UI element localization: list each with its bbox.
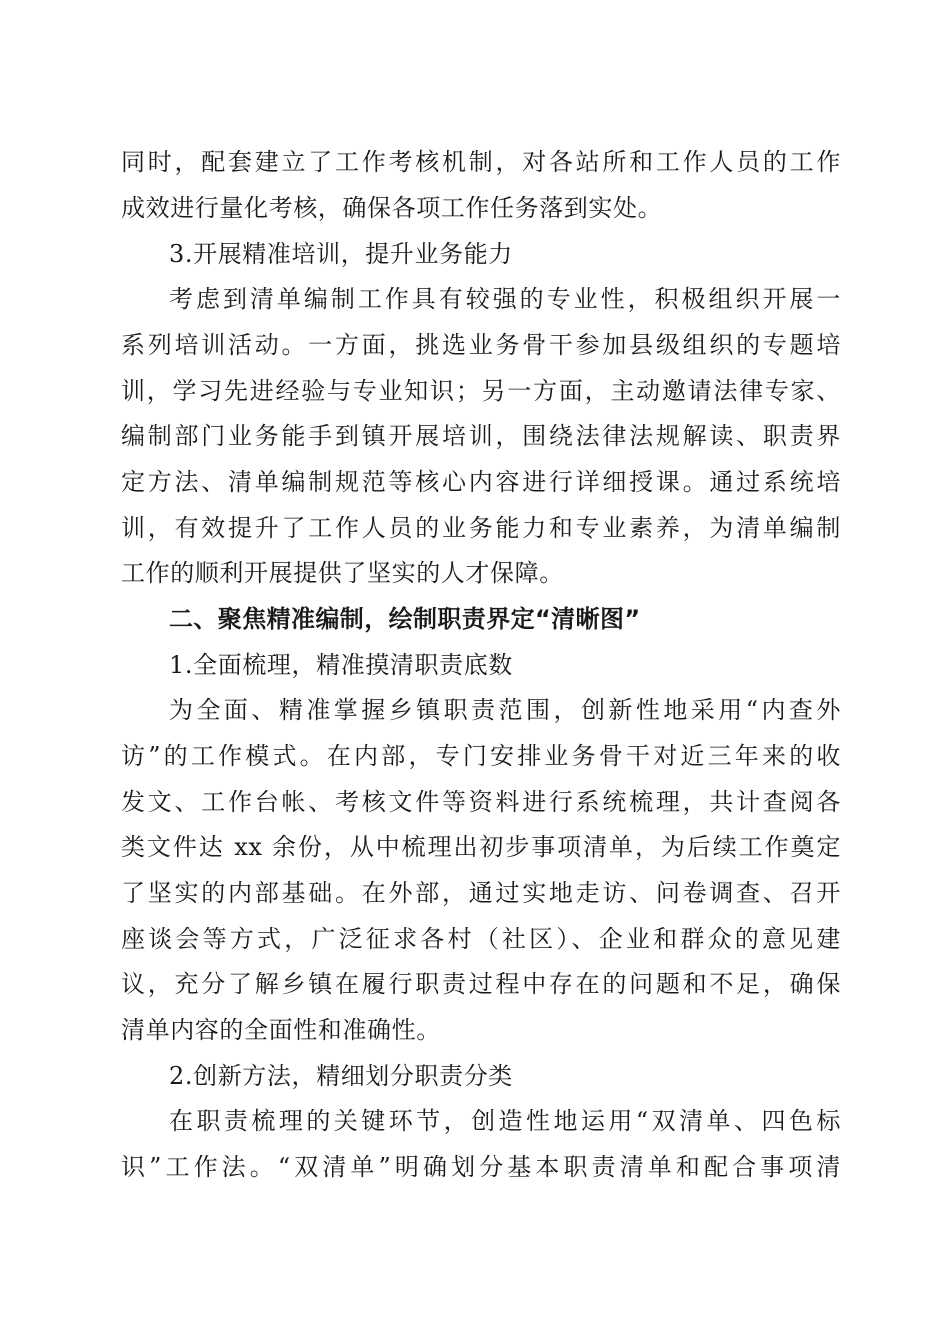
body-line: 在职责梳理的关键环节，创造性地运用“双清单、四色标 <box>169 1107 841 1135</box>
body-line: 座谈会等方式，广泛征求各村（社区）、企业和群众的意见建 <box>121 925 841 953</box>
section-heading: 二、聚焦精准编制，绘制职责界定“清晰图” <box>169 605 641 633</box>
body-line: 系列培训活动。一方面，挑选业务骨干参加县级组织的专题培 <box>121 331 841 359</box>
body-line: 成效进行量化考核，确保各项工作任务落到实处。 <box>121 194 663 222</box>
body-line: 同时，配套建立了工作考核机制，对各站所和工作人员的工作 <box>121 148 841 176</box>
body-line: 为全面、精准掌握乡镇职责范围，创新性地采用“内查外 <box>169 696 841 724</box>
subsection-heading: 3.开展精准培训，提升业务能力 <box>169 240 513 268</box>
body-line: 训，有效提升了工作人员的业务能力和专业素养，为清单编制 <box>121 514 841 542</box>
body-line: 识”工作法。“双清单”明确划分基本职责清单和配合事项清 <box>121 1153 841 1181</box>
body-line: 清单内容的全面性和准确性。 <box>121 1016 441 1044</box>
body-line: 定方法、清单编制规范等核心内容进行详细授课。通过系统培 <box>121 468 841 496</box>
body-line: 考虑到清单编制工作具有较强的专业性，积极组织开展一 <box>169 285 841 313</box>
body-line: 访”的工作模式。在内部，专门安排业务骨干对近三年来的收 <box>121 742 841 770</box>
subsection-heading: 2.创新方法，精细划分职责分类 <box>169 1062 513 1090</box>
body-line: 编制部门业务能手到镇开展培训，围绕法律法规解读、职责界 <box>121 422 841 450</box>
body-line: 发文、工作台帐、考核文件等资料进行系统梳理，共计查阅各 <box>121 788 841 816</box>
subsection-heading: 1.全面梳理，精准摸清职责底数 <box>169 651 513 679</box>
body-line: 议，充分了解乡镇在履行职责过程中存在的问题和不足，确保 <box>121 970 841 998</box>
body-line: 了坚实的内部基础。在外部，通过实地走访、问卷调查、召开 <box>121 879 841 907</box>
body-line: 训，学习先进经验与专业知识；另一方面，主动邀请法律专家、 <box>121 377 841 405</box>
body-line: 工作的顺利开展提供了坚实的人才保障。 <box>121 559 564 587</box>
body-line: 类文件达 xx 余份，从中梳理出初步事项清单，为后续工作奠定 <box>121 833 841 861</box>
